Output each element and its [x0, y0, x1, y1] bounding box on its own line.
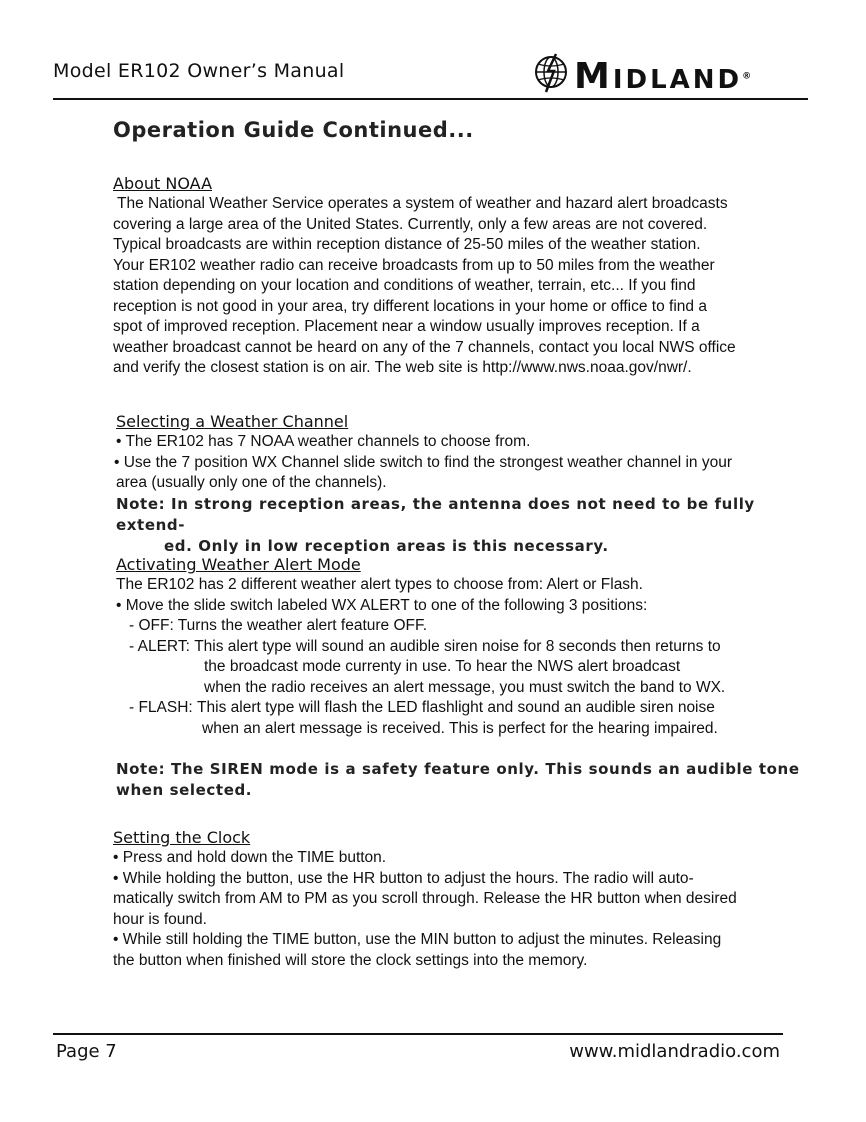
mode-label: - ALERT: — [129, 637, 195, 655]
page-header — [53, 46, 808, 100]
globe-icon — [528, 50, 574, 96]
brand-initial: M — [574, 56, 613, 97]
text-line: the button when finished will store the clock settings into the memory. — [113, 951, 588, 969]
mode-text: This alert type will sound an audible siren noise for 8 seconds then returns to — [194, 637, 721, 655]
section-title: Setting the Clock — [113, 828, 251, 847]
list-item: • Use the 7 position WX Channel slide switch to find the strongest weather channel in your — [114, 453, 733, 471]
brand-logo — [528, 48, 778, 96]
text-line: The National Weather Service operates a system of weather and hazard alert broadcasts — [113, 195, 728, 212]
text-line: Typical broadcasts are within reception distance of 25-50 miles of the weather station. — [113, 236, 701, 253]
mode-off: - OFF: Turns the weather alert feature OFF. — [129, 617, 428, 634]
text-line: covering a large area of the United States. Currently, only a few areas are not covered. — [113, 215, 708, 233]
page-number: Page 7 — [56, 1041, 117, 1062]
list-item: • The ER102 has 7 NOAA weather channels to choose from. — [116, 433, 531, 450]
section-setting-clock — [113, 827, 813, 971]
note-continued: ed. Only in low reception areas is this necessary. — [164, 536, 609, 555]
list-item: • While still holding the TIME button, use the MIN button to adjust the minutes. Releasing — [113, 931, 722, 948]
section-title: Activating Weather Alert Mode — [116, 555, 361, 574]
brand-rest: IDLAND — [612, 65, 743, 95]
list-item: • Move the slide switch labeled WX ALERT to one of the following 3 positions: — [116, 596, 648, 614]
section-weather-channel — [116, 411, 816, 557]
section-title: Selecting a Weather Channel — [116, 412, 349, 431]
list-item: • While holding the button, use the HR button to adjust the hours. The radio will auto- — [113, 869, 694, 887]
registered-mark: ® — [742, 71, 752, 82]
text-line: when the radio receives an alert message, you must switch the band to WX. — [204, 678, 726, 696]
text-line: hour is found. — [113, 910, 207, 928]
note: Note: In strong reception areas, the antenna does not need to be fully extend- — [116, 494, 755, 534]
brand-name — [574, 56, 751, 97]
website-url: www.midlandradio.com — [569, 1041, 780, 1062]
footer-divider — [53, 1033, 783, 1035]
text-line: Your ER102 weather radio can receive broadcasts from up to 50 miles from the weather — [113, 256, 715, 274]
text-line: the broadcast mode currenty in use. To hear the NWS alert broadcast — [204, 658, 681, 675]
page-heading: Operation Guide Continued... — [113, 118, 474, 142]
mode-flash — [116, 698, 816, 719]
mode-alert — [116, 637, 816, 658]
text-line: reception is not good in your area, try different locations in your home or office to find a — [113, 297, 707, 315]
note-continued: when selected. — [116, 781, 253, 799]
text-line: spot of improved reception. Placement near a window usually improves reception. If a — [113, 318, 700, 335]
list-item: • Press and hold down the TIME button. — [113, 849, 387, 866]
text-line: The ER102 has 2 different weather alert types to choose from: Alert or Flash. — [116, 576, 643, 593]
mode-text: This alert type will flash the LED flashlight and sound an audible siren noise — [197, 699, 715, 716]
section-title: About NOAA — [113, 174, 213, 193]
mode-label: - FLASH: — [129, 699, 198, 716]
text-line: when an alert message is received. This is perfect for the hearing impaired. — [202, 719, 718, 737]
text-line: station depending on your location and conditions of weather, terrain, etc... If you find — [113, 277, 696, 294]
text-line: matically switch from AM to PM as you scroll through. Release the HR button when desired — [113, 890, 737, 907]
text-line: and verify the closest station is on air. The web site is http://www.nws.noaa.gov/nwr/. — [113, 359, 692, 376]
text-line: weather broadcast cannot be heard on any of the 7 channels, contact you local NWS office — [113, 338, 736, 356]
section-about-noaa — [113, 173, 813, 379]
manual-title: Model ER102 Owner’s Manual — [53, 60, 345, 82]
section-weather-alert — [116, 554, 816, 801]
note: Note: The SIREN mode is a safety feature only. This sounds an audible tone — [116, 760, 800, 778]
text-line: area (usually only one of the channels). — [116, 474, 387, 491]
